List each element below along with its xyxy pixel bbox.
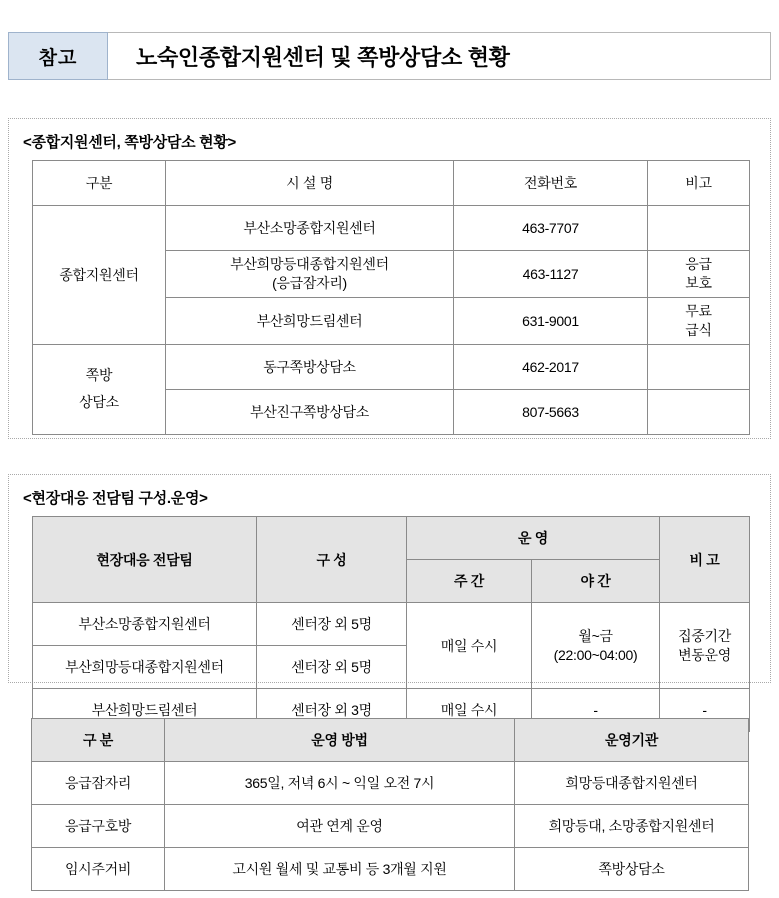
cell-night-operation: - — [532, 689, 660, 732]
cell-facility-name: 부산희망드림센터 — [166, 297, 454, 344]
note-line1: 집중기간 — [678, 628, 731, 645]
col-header-operation: 운 영 — [407, 517, 660, 560]
group-line2: 상담소 — [79, 394, 119, 411]
cell-method: 여관 연계 운영 — [165, 805, 515, 848]
cell-facility-name: 부산진구쪽방상담소 — [166, 389, 454, 434]
col-header-night: 야 간 — [532, 560, 660, 603]
cell-phone: 807-5663 — [454, 389, 648, 434]
cell-night-operation — [532, 603, 660, 689]
cell-group-support-center: 종합지원센터 — [33, 206, 166, 345]
cell-category: 응급구호방 — [32, 805, 165, 848]
document-header — [8, 32, 771, 80]
note-line2: 급식 — [685, 321, 712, 338]
table-header-row — [33, 517, 750, 560]
cell-method: 365일, 저녁 6시 ~ 익일 오전 7시 — [165, 762, 515, 805]
note-line2: 보호 — [685, 274, 712, 291]
table-row — [32, 762, 749, 805]
table-row — [33, 603, 750, 646]
cell-agency: 희망등대종합지원센터 — [515, 762, 749, 805]
cell-composition: 센터장 외 3명 — [257, 689, 407, 732]
cell-phone: 463-7707 — [454, 206, 648, 251]
note-line1: 응급 — [685, 256, 712, 272]
col-header-category: 구 분 — [32, 719, 165, 762]
section-field-response-team — [8, 474, 771, 718]
section-support-centers — [8, 118, 771, 439]
support-centers-table — [32, 160, 750, 435]
cell-facility-name: 동구쪽방상담소 — [166, 344, 454, 389]
section2-title: <현장대응 전담팀 구성.운영> — [23, 490, 208, 507]
col-header-day: 주 간 — [407, 560, 532, 603]
cell-category: 응급잠자리 — [32, 762, 165, 805]
cell-note — [648, 297, 750, 344]
facility-name-line2: (응급잠자리) — [272, 274, 347, 291]
night-line2: (22:00~04:00) — [553, 646, 638, 663]
col-header-team: 현장대응 전담팀 — [33, 517, 257, 603]
facility-name-line1: 부산희망등대종합지원센터 — [230, 256, 389, 272]
col-header-method: 운영 방법 — [165, 719, 515, 762]
cell-team-name: 부산희망드림센터 — [33, 689, 257, 732]
group-line1: 쪽방 — [85, 367, 113, 384]
cell-phone: 462-2017 — [454, 344, 648, 389]
cell-facility-name — [166, 251, 454, 298]
cell-team-name: 부산소망종합지원센터 — [33, 603, 257, 646]
emergency-support-table — [31, 718, 749, 891]
col-header-agency: 운영기관 — [515, 719, 749, 762]
cell-team-name: 부산희망등대종합지원센터 — [33, 646, 257, 689]
section1-title: <종합지원센터, 쪽방상담소 현황> — [23, 134, 236, 151]
cell-day-operation: 매일 수시 — [407, 603, 532, 689]
cell-note — [660, 603, 750, 689]
table-row — [32, 805, 749, 848]
night-line1: 월~금 — [578, 628, 613, 645]
cell-agency: 희망등대, 소망종합지원센터 — [515, 805, 749, 848]
cell-note — [648, 389, 750, 434]
note-line1: 무료 — [685, 302, 712, 319]
header-badge: 참고 — [8, 32, 108, 80]
cell-category: 임시주거비 — [32, 848, 165, 891]
cell-phone: 463-1127 — [454, 251, 648, 298]
col-header-category: 구분 — [33, 161, 166, 206]
col-header-note: 비고 — [648, 161, 750, 206]
cell-group-jjokbang — [33, 344, 166, 434]
cell-agency: 쪽방상담소 — [515, 848, 749, 891]
cell-day-operation: 매일 수시 — [407, 689, 532, 732]
col-header-note: 비 고 — [660, 517, 750, 603]
cell-note: - — [660, 689, 750, 732]
cell-composition: 센터장 외 5명 — [257, 646, 407, 689]
table-row — [32, 848, 749, 891]
cell-phone: 631-9001 — [454, 297, 648, 344]
col-header-facility: 시 설 명 — [166, 161, 454, 206]
cell-facility-name: 부산소망종합지원센터 — [166, 206, 454, 251]
page-title: 노숙인종합지원센터 및 쪽방상담소 현황 — [108, 32, 771, 80]
cell-note — [648, 344, 750, 389]
field-response-team-table — [32, 516, 750, 732]
table-header-row — [33, 161, 750, 206]
col-header-phone: 전화번호 — [454, 161, 648, 206]
note-line2: 변동운영 — [678, 646, 731, 663]
cell-note — [648, 206, 750, 251]
table-header-row — [32, 719, 749, 762]
cell-method: 고시원 월세 및 교통비 등 3개월 지원 — [165, 848, 515, 891]
cell-composition: 센터장 외 5명 — [257, 603, 407, 646]
table-row — [33, 344, 750, 389]
table-row — [33, 206, 750, 251]
cell-note — [648, 251, 750, 298]
col-header-composition: 구 성 — [257, 517, 407, 603]
